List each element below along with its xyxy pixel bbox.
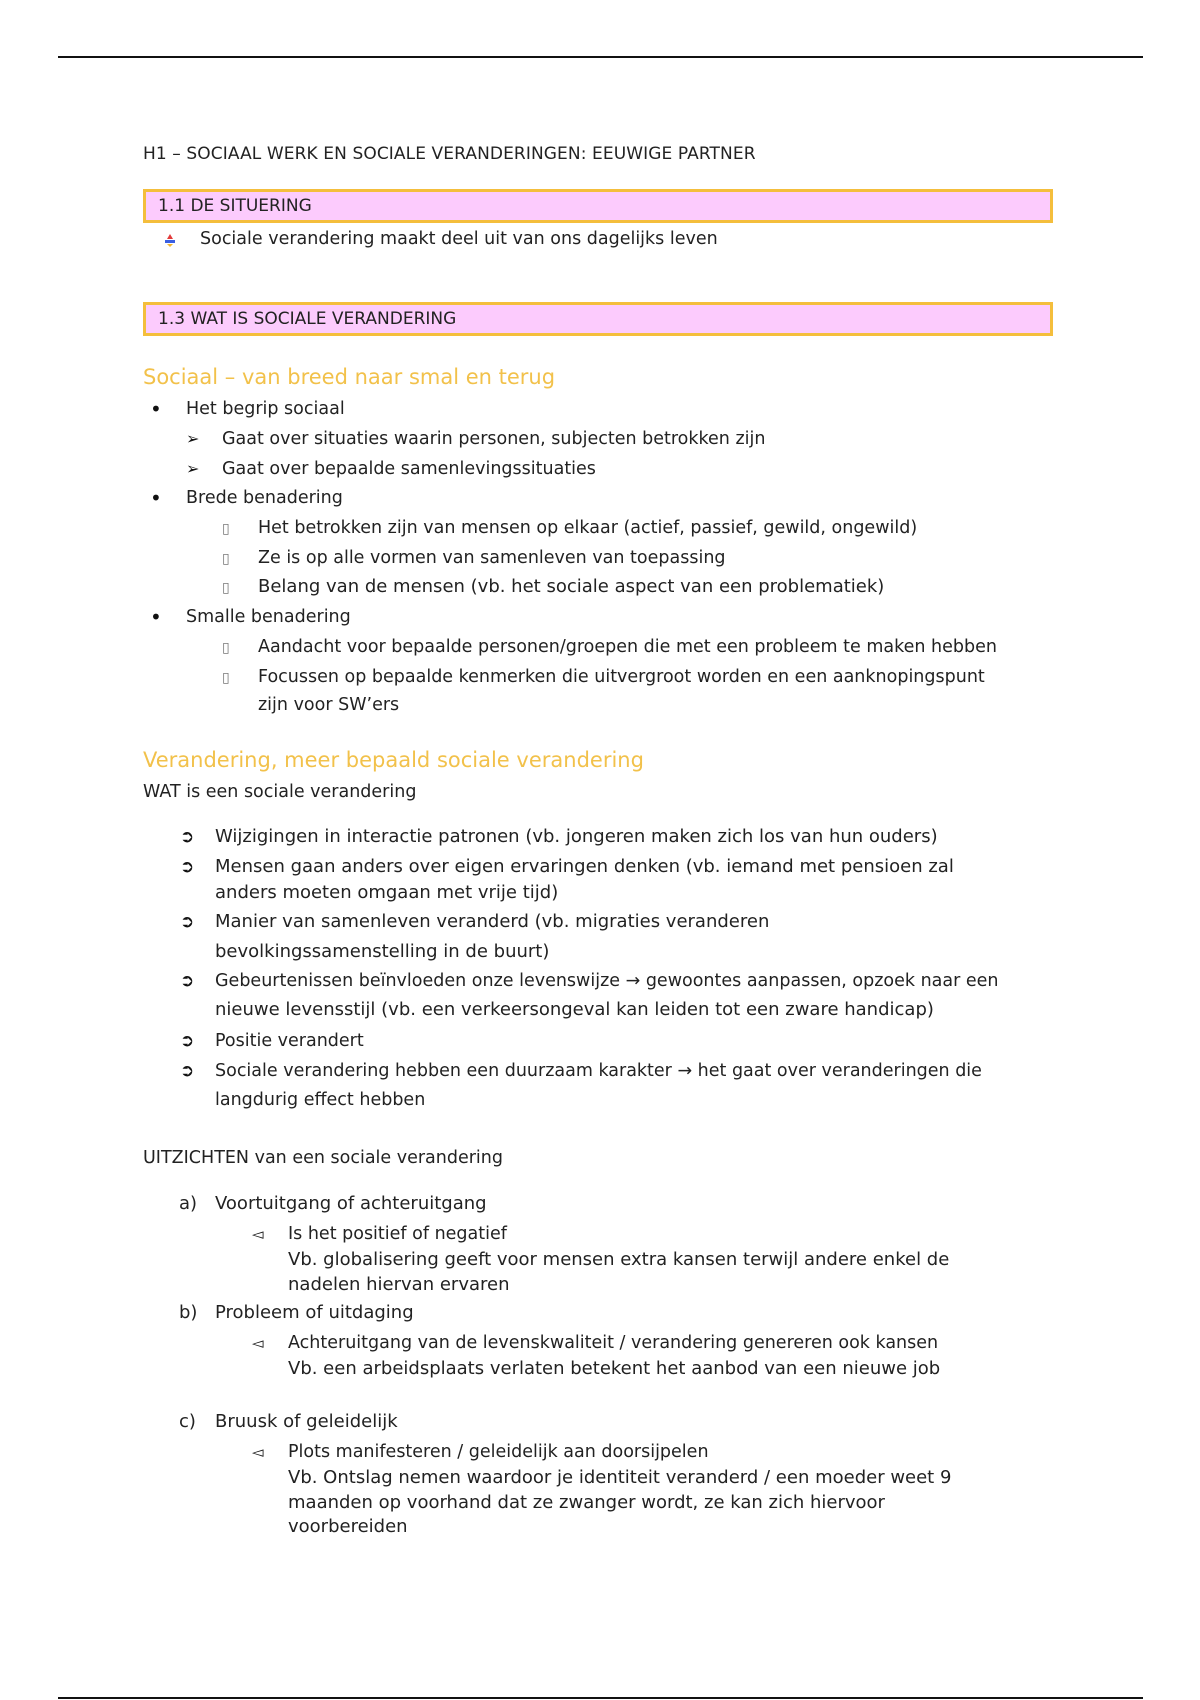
list-item: Aandacht voor bepaalde personen/groepen die met een probleem te maken hebben: [258, 637, 997, 657]
section-heading-wat-is: 1.3 WAT IS SOCIALE VERANDERING: [143, 302, 1053, 336]
example-text: Vb. Ontslag nemen waardoor je identiteit veranderd / een moeder weet 9: [288, 1467, 952, 1488]
list-item: Manier van samenleven veranderd (vb. migraties veranderen: [215, 911, 770, 932]
list-item: Gaat over situaties waarin personen, subjecten betrokken zijn: [222, 429, 766, 449]
list-item-continuation: langdurig effect hebben: [215, 1090, 426, 1110]
example-text: Vb. globalisering geeft voor mensen extra kansen terwijl andere enkel de: [288, 1249, 950, 1270]
list-item: Belang van de mensen (vb. het sociale aspect van een problematiek): [258, 576, 885, 597]
list-item: Voortuitgang of achteruitgang: [215, 1193, 487, 1214]
list-item-continuation: nieuwe levensstijl (vb. een verkeersongeval kan leiden tot een zware handicap): [215, 999, 934, 1020]
list-item: Gaat over bepaalde samenlevingssituaties: [222, 459, 596, 479]
curved-arrow-bullet-icon: ➲: [180, 1031, 195, 1051]
list-item: Bruusk of geleidelijk: [215, 1411, 398, 1432]
list-item: Gebeurtenissen beïnvloeden onze levenswijze → gewoontes aanpassen, opzoek naar een: [215, 971, 999, 991]
bullet-icon: •: [150, 397, 162, 421]
curved-arrow-bullet-icon: ➲: [180, 971, 195, 991]
list-item: Probleem of uitdaging: [215, 1302, 414, 1323]
curved-arrow-bullet-icon: ➲: [180, 827, 195, 847]
section-heading-situering: 1.1 DE SITUERING: [143, 189, 1053, 223]
box-bullet-icon: ▯: [222, 521, 230, 537]
box-bullet-icon: ▯: [222, 640, 230, 656]
list-item: Positie verandert: [215, 1031, 364, 1051]
heading-sociaal: Sociaal – van breed naar smal en terug: [143, 365, 556, 389]
example-text: nadelen hiervan ervaren: [288, 1274, 510, 1295]
triangle-bullet-icon: ◅: [252, 1334, 264, 1352]
list-item: Mensen gaan anders over eigen ervaringen denken (vb. iemand met pensioen zal: [215, 856, 954, 877]
list-item-continuation: bevolkingssamenstelling in de buurt): [215, 941, 550, 962]
arrowhead-bullet-icon: ➢: [186, 459, 200, 478]
document-title: H1 – SOCIAAL WERK EN SOCIALE VERANDERINGEN: EEUWIGE PARTNER: [143, 144, 756, 164]
list-item: Wijzigingen in interactie patronen (vb. jongeren maken zich los van hun ouders): [215, 826, 938, 847]
list-item: Is het positief of negatief: [288, 1224, 507, 1244]
list-item: Sociale verandering hebben een duurzaam karakter → het gaat over veranderingen die: [215, 1061, 982, 1081]
list-item: Achteruitgang van de levenskwaliteit / verandering genereren ook kansen: [288, 1333, 939, 1353]
box-bullet-icon: ▯: [222, 551, 230, 567]
list-item: Brede benadering: [186, 488, 343, 508]
bullet-icon: •: [150, 605, 162, 629]
list-item: Het begrip sociaal: [186, 399, 345, 419]
example-text: voorbereiden: [288, 1516, 408, 1537]
curved-arrow-bullet-icon: ➲: [180, 1061, 195, 1081]
list-item: Ze is op alle vormen van samenleven van toepassing: [258, 548, 726, 568]
list-item: Smalle benadering: [186, 607, 351, 627]
subheading-uitzichten: UITZICHTEN van een sociale verandering: [143, 1148, 503, 1168]
box-bullet-icon: ▯: [222, 580, 230, 596]
situering-point: Sociale verandering maakt deel uit van ons dagelijks leven: [200, 229, 718, 249]
heading-verandering: Verandering, meer bepaald sociale verandering: [143, 748, 644, 772]
list-item-continuation: anders moeten omgaan met vrije tijd): [215, 882, 559, 903]
example-text: Vb. een arbeidsplaats verlaten betekent het aanbod van een nieuwe job: [288, 1358, 941, 1379]
colored-bullet-icon: [163, 233, 177, 247]
list-label: b): [179, 1302, 198, 1323]
list-label: a): [179, 1193, 198, 1214]
list-item: Het betrokken zijn van mensen op elkaar (actief, passief, gewild, ongewild): [258, 518, 918, 538]
list-item: Plots manifesteren / geleidelijk aan doorsijpelen: [288, 1442, 709, 1462]
list-label: c): [179, 1411, 196, 1432]
curved-arrow-bullet-icon: ➲: [180, 857, 195, 877]
list-item-continuation: zijn voor SW’ers: [258, 695, 400, 715]
list-item: Focussen op bepaalde kenmerken die uitvergroot worden en een aanknopingspunt: [258, 667, 985, 687]
example-text: maanden op voorhand dat ze zwanger wordt, ze kan zich hiervoor: [288, 1492, 885, 1513]
bottom-rule: [58, 1697, 1143, 1699]
bullet-icon: •: [150, 486, 162, 510]
subheading-wat: WAT is een sociale verandering: [143, 782, 417, 802]
arrowhead-bullet-icon: ➢: [186, 429, 200, 448]
top-rule: [58, 56, 1143, 58]
triangle-bullet-icon: ◅: [252, 1443, 264, 1461]
curved-arrow-bullet-icon: ➲: [180, 912, 195, 932]
triangle-bullet-icon: ◅: [252, 1225, 264, 1243]
box-bullet-icon: ▯: [222, 670, 230, 686]
